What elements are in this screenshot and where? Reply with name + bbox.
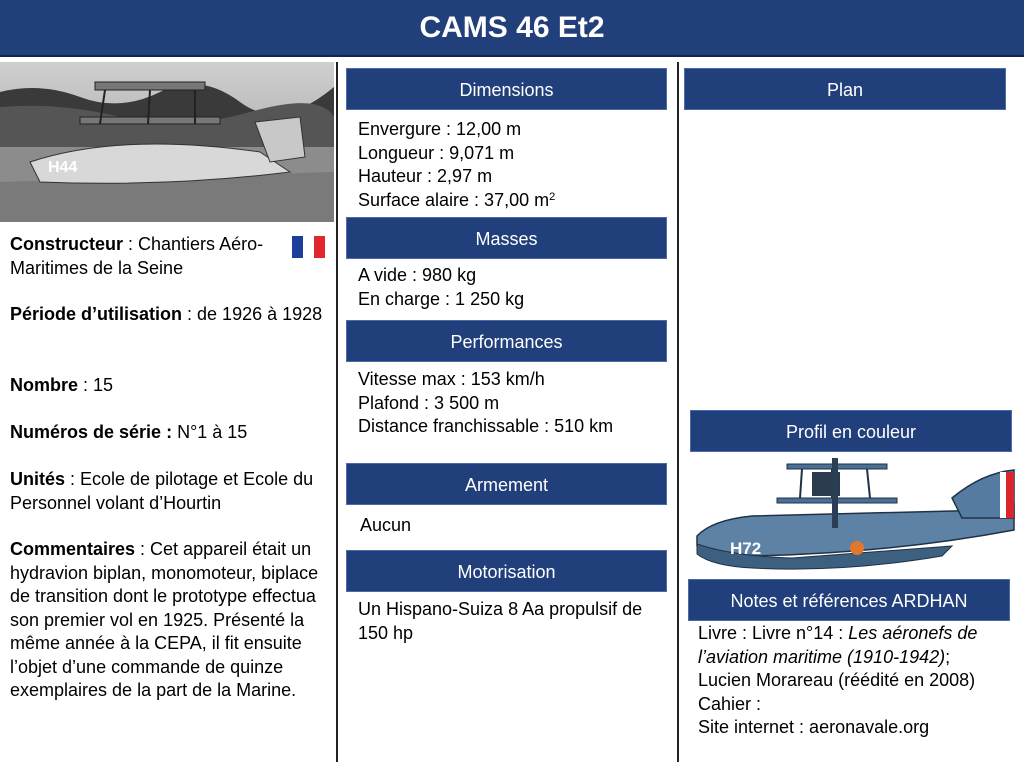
profil-header: Profil en couleur xyxy=(690,410,1012,452)
dimensions-header: Dimensions xyxy=(346,68,667,110)
masses-list xyxy=(358,264,668,311)
motorisation-header: Motorisation xyxy=(346,550,667,592)
periode-text: Période d’utilisation : de 1926 à 1928 xyxy=(10,304,323,324)
vitesse-value: Vitesse max : 153 km/h xyxy=(358,369,545,389)
constructeur-text: Constructeur : Chantiers Aéro-Maritimes de la Seine xyxy=(10,234,264,278)
site-reference: Site internet : aeronavale.org xyxy=(698,717,930,737)
cahier-reference: Cahier : xyxy=(698,693,762,714)
envergure-value: Envergure : 12,00 m xyxy=(358,119,522,139)
performances-header: Performances xyxy=(346,320,667,362)
longueur-value: Longueur : 9,071 m xyxy=(358,142,515,163)
hauteur-value: Hauteur : 2,97 m xyxy=(358,166,493,186)
profile-marking: H72 xyxy=(730,539,762,558)
france-flag-icon xyxy=(292,236,325,258)
photo-marking: H44 xyxy=(48,159,78,176)
distance-value: Distance franchissable : 510 km xyxy=(358,416,614,436)
plan-header: Plan xyxy=(684,68,1006,110)
page-title: CAMS 46 Et2 xyxy=(419,11,605,44)
plafond-value: Plafond : 3 500 m xyxy=(358,392,500,413)
commentaires-text: Commentaires : Cet appareil était un hydravion biplan, monomoteur, biplace de transition dont le prototype effectua son premier vol en 1925. Présenté la même année à la CEPA, il fit ensuite l’objet d’une commande de quinze exemplaires de la part de la Marine. xyxy=(10,539,319,700)
performances-list xyxy=(358,368,673,439)
armement-value: Aucun xyxy=(360,515,412,535)
unites-text: Unités : Ecole de pilotage et Ecole du Personnel volant d’Hourtin xyxy=(10,469,314,513)
notes-text xyxy=(698,622,998,740)
column-divider-right xyxy=(677,62,679,762)
dimensions-list xyxy=(358,118,668,212)
masse-charge-value: En charge : 1 250 kg xyxy=(358,288,525,309)
livre-reference: Livre : Livre n°14 : Les aéronefs de l’aviation maritime (1910-1942); Lucien Morareau (réédité en 2008) xyxy=(698,623,978,690)
notes-header: Notes et références ARDHAN xyxy=(688,579,1010,621)
column-divider-left xyxy=(336,62,338,762)
aircraft-photo xyxy=(0,62,334,222)
masse-vide-value: A vide : 980 kg xyxy=(358,265,477,285)
armement-header: Armement xyxy=(346,463,667,505)
motorisation-value: Un Hispano-Suiza 8 Aa propulsif de 150 hp xyxy=(358,599,643,643)
color-profile-image xyxy=(692,458,1020,580)
surface-value: Surface alaire : 37,00 $m^2$ xyxy=(358,189,556,210)
masses-header: Masses xyxy=(346,217,667,259)
title-bar xyxy=(0,0,1024,57)
nombre-text: Nombre : 15 xyxy=(10,375,114,395)
numeros-text: Numéros de série : N°1 à 15 xyxy=(10,422,248,442)
